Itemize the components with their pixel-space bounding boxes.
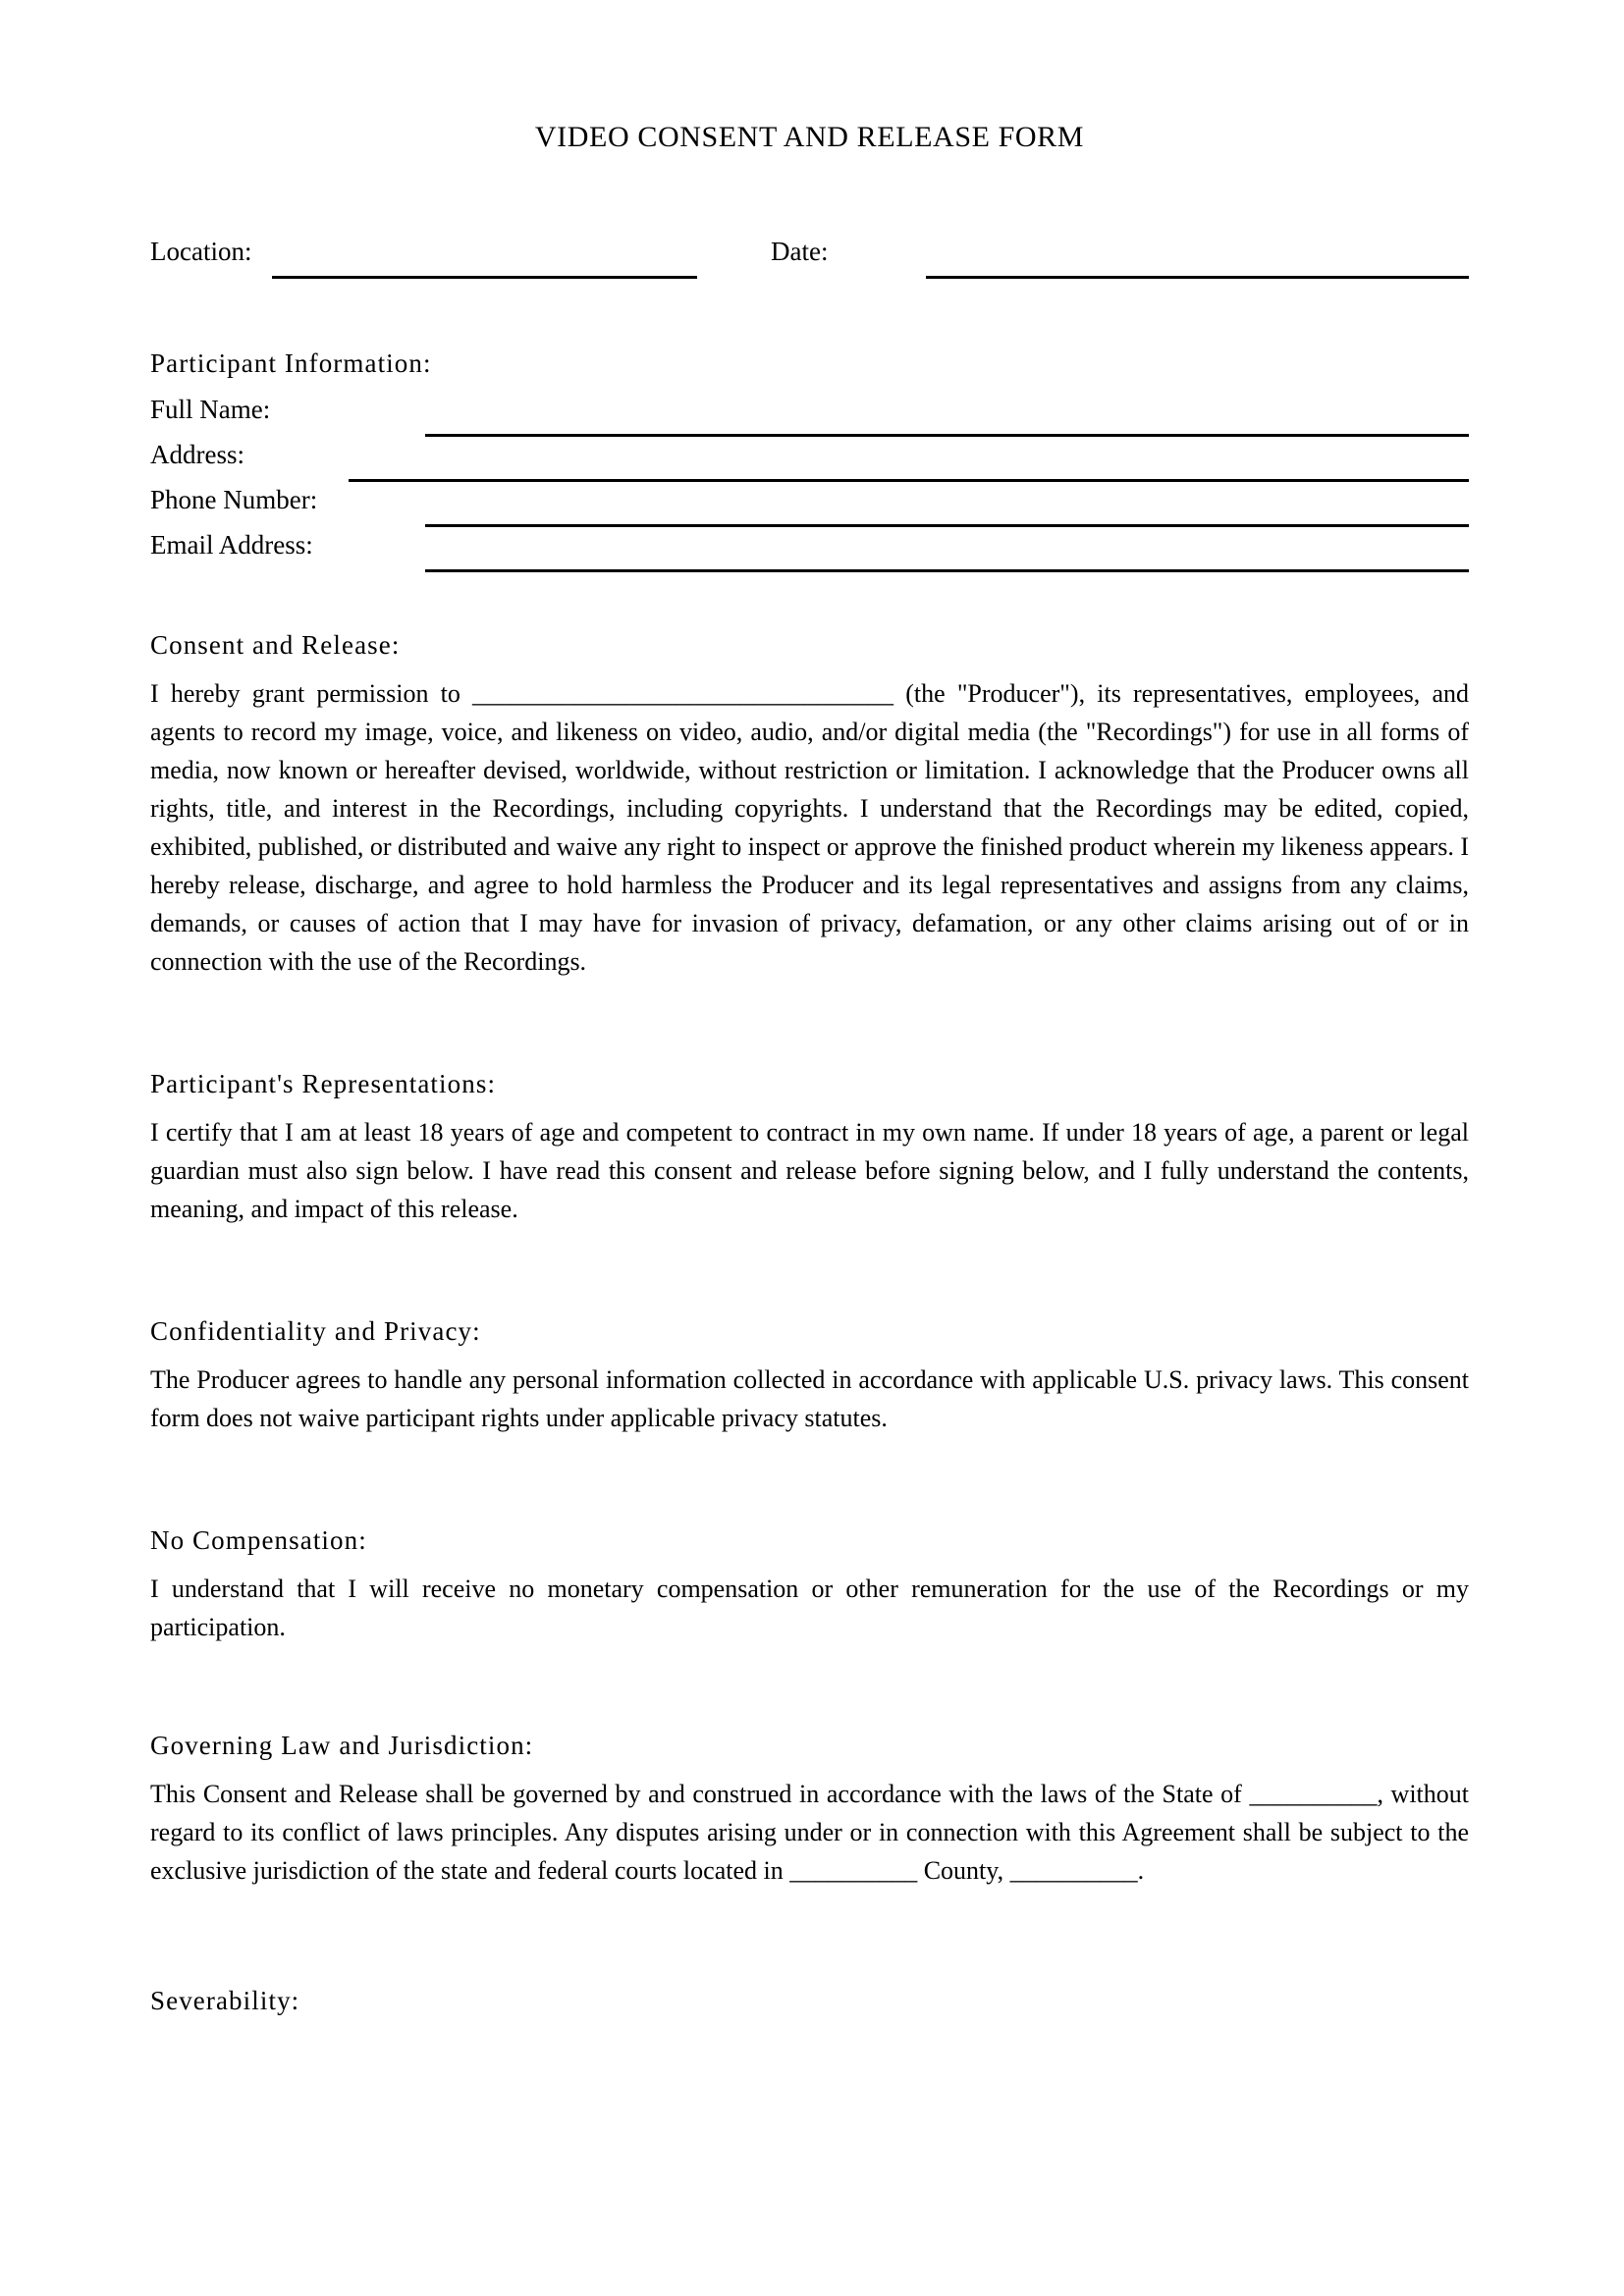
location-date-row (150, 237, 1469, 282)
phone-number-label: Phone Number: (150, 485, 318, 514)
full-name-label: Full Name: (150, 395, 271, 424)
participant-information-heading: Participant Information: (150, 348, 432, 378)
governing-law-text-part-1: This Consent and Release shall be governed by and construed in accordance with the laws of the State of (150, 1780, 1250, 1808)
field-row-address (150, 440, 1469, 485)
field-row-phone-number (150, 485, 1469, 530)
section-confidentiality-and-privacy (150, 1316, 1469, 1437)
email-address-input-rule[interactable] (425, 569, 1469, 572)
confidentiality-and-privacy-heading: Confidentiality and Privacy: (150, 1316, 481, 1346)
section-consent-and-release (150, 630, 1469, 981)
consent-body-prefix: I hereby grant permission to (150, 679, 473, 708)
governing-law-text-part-4: . (1137, 1856, 1145, 1885)
section-no-compensation (150, 1525, 1469, 1646)
participant-representations-body: I certify that I am at least 18 years of age and competent to contract in my own name. If under 18 years of age, a parent or legal guardian must also sign below. I have read this consent and release before signing below, and I fully understand the contents, meaning, and impact of this release. (150, 1118, 1469, 1223)
no-compensation-heading: No Compensation: (150, 1525, 367, 1555)
field-row-email-address (150, 530, 1469, 575)
document-content (150, 0, 1469, 2016)
date-input-rule[interactable] (926, 276, 1469, 279)
governing-law-and-jurisdiction-body (150, 1775, 1469, 1890)
address-label: Address: (150, 440, 244, 469)
full-name-input-rule[interactable] (425, 434, 1469, 437)
location-input-rule[interactable] (272, 276, 697, 279)
governing-law-and-jurisdiction-heading: Governing Law and Jurisdiction: (150, 1731, 534, 1760)
email-address-label: Email Address: (150, 530, 313, 560)
severability-heading: Severability: (150, 1986, 300, 2015)
address-input-rule[interactable] (349, 479, 1469, 482)
consent-and-release-heading: Consent and Release: (150, 630, 401, 660)
section-governing-law-and-jurisdiction (150, 1731, 1469, 1890)
governing-law-text-part-2: , without regard to its conflict of laws principles. Any disputes arising under or in connection with this Agreement shall be subject to the exclusive jurisdiction of the state and federal courts located in (150, 1780, 1470, 1885)
participant-information-fields (150, 395, 1469, 575)
consent-and-release-body (150, 674, 1469, 981)
state-blank[interactable]: __________ (1249, 1780, 1378, 1808)
confidentiality-and-privacy-body: The Producer agrees to handle any personal information collected in accordance with applicable U.S. privacy laws. This consent form does not waive participant rights under applicable privacy statutes. (150, 1365, 1469, 1432)
governing-law-text-part-3: County, (917, 1856, 1010, 1885)
phone-number-input-rule[interactable] (425, 524, 1469, 527)
location-label: Location: (150, 237, 252, 266)
producer-name-blank[interactable]: _________________________________ (472, 679, 894, 708)
page-title: VIDEO CONSENT AND RELEASE FORM (534, 121, 1085, 153)
consent-body-suffix: (the "Producer"), its representatives, employees, and agents to record my image, voice, and likeness on video, audio, and/or digital media (the "Recordings") for use in all forms of media, now known or hereafter devised, worldwide, without restriction or limitation. I acknowledge that the Producer owns all rights, title, and interest in the Recordings, including copyrights. I understand that the Recordings may be edited, copied, exhibited, published, or distributed and waive any right to inspect or approve the finished product wherein my likeness appears. I hereby release, discharge, and agree to hold harmless the Producer and its legal representatives and assigns from any claims, demands, or causes of action that I may have for invasion of privacy, defamation, or any other claims arising out of or in connection with the use of the Recordings. (150, 679, 1469, 976)
date-label: Date: (771, 237, 829, 266)
field-row-full-name (150, 395, 1469, 440)
participant-representations-heading: Participant's Representations: (150, 1069, 497, 1098)
no-compensation-body: I understand that I will receive no monetary compensation or other remuneration for the use of the Recordings or my participation. (150, 1575, 1469, 1641)
section-participant-representations (150, 1069, 1469, 1228)
state-blank-secondary[interactable]: __________ (1009, 1856, 1138, 1885)
county-blank[interactable]: __________ (789, 1856, 918, 1885)
